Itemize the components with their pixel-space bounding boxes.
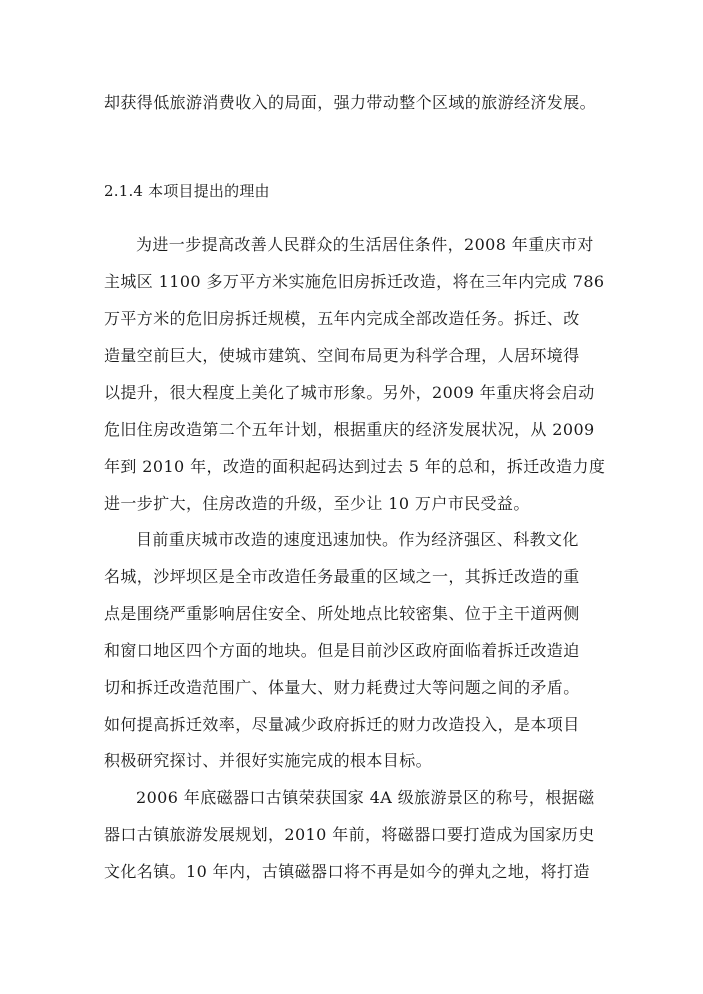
paragraph-line: 危旧住房改造第二个五年计划，根据重庆的经济发展状况，从 2009 (104, 420, 595, 439)
section-heading: 2.1.4 本项目提出的理由 (104, 182, 270, 200)
paragraph-line: 主城区 1100 多万平方米实施危旧房拆迁改造，将在三年内完成 786 (104, 272, 605, 291)
paragraph-line: 如何提高拆迁效率，尽量减少政府拆迁的财力改造投入，是本项目 (104, 715, 580, 734)
intro-line: 却获得低旅游消费收入的局面，强力带动整个区域的旅游经济发展。 (104, 93, 597, 112)
paragraph-line: 名城，沙坪坝区是全市改造任务最重的区域之一，其拆迁改造的重 (104, 567, 580, 586)
paragraph-line: 万平方米的危旧房拆迁规模，五年内完成全部改造任务。拆迁、改 (104, 309, 580, 328)
paragraph-line: 进一步扩大，住房改造的升级，至少让 10 万户市民受益。 (104, 494, 530, 513)
paragraph-line: 2006 年底磁器口古镇荣获国家 4A 级旅游景区的称号，根据磁 (136, 788, 595, 807)
paragraph-line: 目前重庆城市改造的速度迅速加快。作为经济强区、科教文化 (136, 530, 579, 549)
paragraph-line: 造量空前巨大，使城市建筑、空间布局更为科学合理，人居环境得 (104, 346, 580, 365)
paragraph-line: 点是围绕严重影响居住安全、所处地点比较密集、位于主干道两侧 (104, 604, 580, 623)
paragraph-line: 切和拆迁改造范围广、体量大、财力耗费过大等问题之间的矛盾。 (104, 678, 580, 697)
paragraph-line: 以提升，很大程度上美化了城市形象。另外，2009 年重庆将会启动 (104, 383, 595, 402)
paragraph-line: 文化名镇。10 年内，古镇磁器口将不再是如今的弹丸之地，将打造 (104, 862, 590, 881)
paragraph-line: 和窗口地区四个方面的地块。但是目前沙区政府面临着拆迁改造迫 (104, 641, 580, 660)
paragraph-line: 为进一步提高改善人民群众的生活居住条件，2008 年重庆市对 (136, 235, 594, 254)
paragraph-line: 积极研究探讨、并很好实施完成的根本目标。 (104, 751, 433, 770)
paragraph-line: 器口古镇旅游发展规划，2010 年前，将磁器口要打造成为国家历史 (104, 825, 595, 844)
paragraph-line: 年到 2010 年，改造的面积起码达到过去 5 年的总和，拆迁改造力度 (104, 457, 606, 476)
